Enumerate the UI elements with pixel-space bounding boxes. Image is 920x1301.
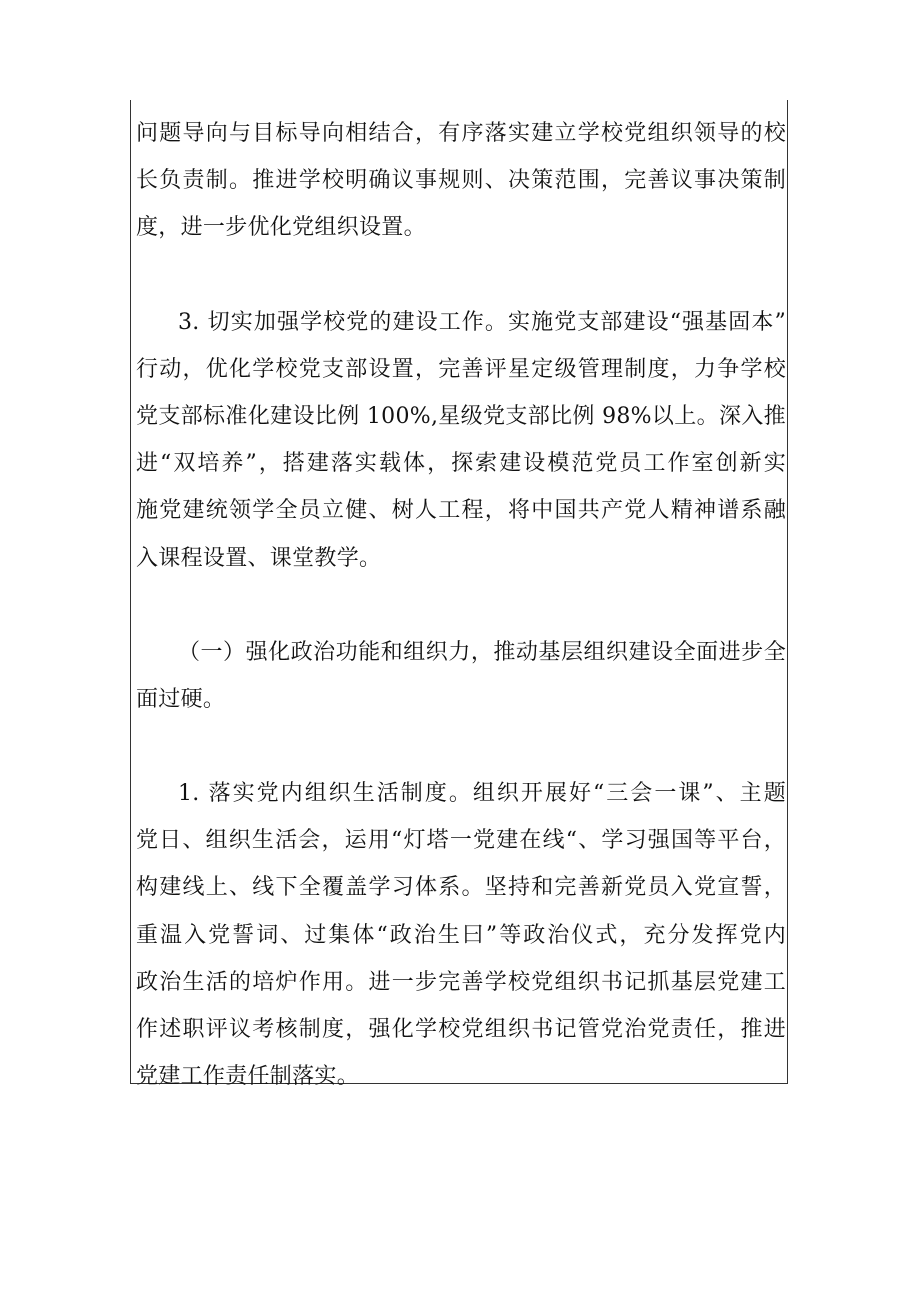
text-line: 政治生活的培炉作用。进一步完善学校党组织书记抓基层党建工 xyxy=(136,969,786,995)
text-line: 施党建统领学全员立健、树人工程，将中国共产党人精神谱系融 xyxy=(136,498,786,524)
text-line: 党建工作责任制落实。 xyxy=(136,1064,360,1090)
text-line: 问题导向与目标导向相结合，有序落实建立学校党组织领导的校 xyxy=(136,121,786,146)
text-line: （一）强化政治功能和组织力，推动基层组织建设全面进步全 xyxy=(178,639,786,665)
text-line: 党日、组织生活会，运用“灯塔一党建在线“、学习强国等平台， xyxy=(136,828,786,854)
paragraph-section-heading xyxy=(136,629,786,723)
text-line: 1. 落实党内组织生活制度。组织开展好“三会一课”、主题 xyxy=(178,781,786,807)
text-line: 进“双培养”，搭建落实载体，探索建设模范党员工作室创新实 xyxy=(136,451,786,477)
paragraph-continuation xyxy=(136,110,786,252)
text-line: 作述职评议考核制度，强化学校党组织书记管党治党责任，推进 xyxy=(136,1017,786,1042)
text-line: 3. 切实加强学校党的建设工作。实施党支部建设“强基固本” xyxy=(178,309,786,335)
text-line: 入课程设置、课堂教学。 xyxy=(136,545,382,571)
text-line: 重温入党誓词、过集体“政治生曰”等政治仪式，充分发挥党内 xyxy=(136,922,786,948)
text-line: 度，进一步优化党组织设置。 xyxy=(136,215,426,241)
text-line: 构建线上、线下全覆盖学习体系。坚持和完善新党员入党宣誓， xyxy=(136,875,786,901)
paragraph-item-3 xyxy=(136,299,786,582)
text-line: 面过硬。 xyxy=(136,686,226,712)
text-line: 党支部标准化建设比例 100%,星级党支部比例 98%以上。深入推 xyxy=(136,403,786,429)
paragraph-item-1 xyxy=(136,770,786,1100)
text-line: 长负责制。推进学校明确议事规则、决策范围，完善议事决策制 xyxy=(136,168,786,194)
text-line: 行动，优化学校党支部设置，完善评星定级管理制度，力争学校 xyxy=(136,356,786,382)
document-body xyxy=(136,110,786,1100)
